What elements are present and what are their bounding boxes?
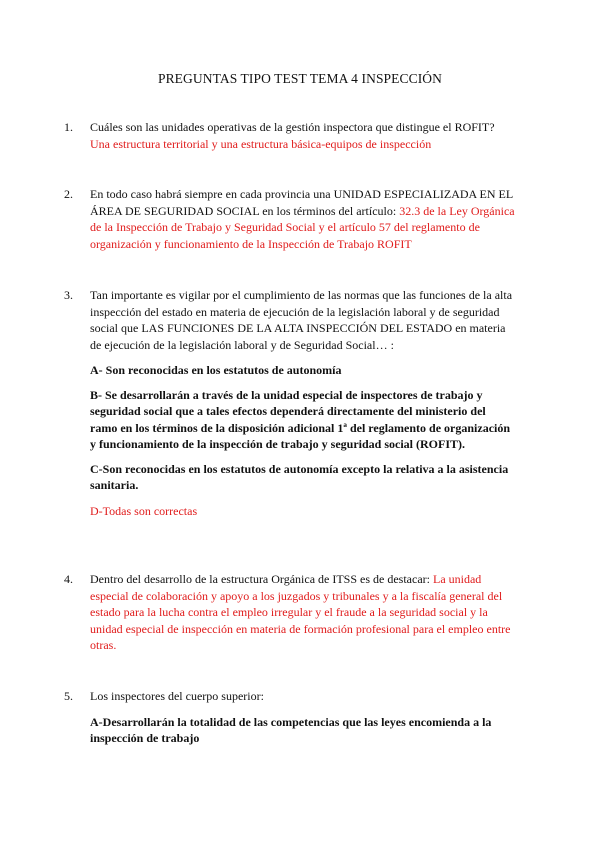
option-a: A- Son reconocidas en los estatutos de autonomía [90, 363, 342, 377]
answer-text: 32.3 de la Ley Orgánica de la Inspección de Trabajo y Seguridad Social y el artículo 57 del reglamento de organización y funcionamiento de la Inspección de Trabajo ROFIT [90, 203, 515, 251]
option-c: C-Son reconocidas en los estatutos de autonomía excepto la relativa a la asistencia sanitaria. [90, 461, 509, 492]
page-title: PREGUNTAS TIPO TEST TEMA 4 INSPECCIÓN [157, 71, 443, 86]
question-text: Cuáles son las unidades operativas de la gestión inspectora que distingue el ROFIT? [90, 120, 495, 134]
option-d-correct: D-Todas son correctas [90, 503, 198, 518]
question-1 [64, 119, 515, 152]
question-2 [64, 186, 515, 252]
question-number: 4. [64, 572, 73, 586]
answer-text: La unidad especial de colaboración y apoyo a los juzgados y tribunales y a la fiscalía general del estado para la lucha contra el empleo irregular y el fraude a la seguridad social y la unidad especial de inspección en materia de formación profesional para el empleo entre otras. [90, 572, 511, 652]
question-number: 1. [64, 120, 73, 134]
question-number: 5. [64, 689, 73, 703]
option-a: A-Desarrollarán la totalidad de las competencias que las leyes encomienda a la inspección de trabajo [90, 714, 492, 745]
answer-text: Una estructura territorial y una estructura básica-equipos de inspección [90, 136, 432, 151]
question-text: Los inspectores del cuerpo superior: [90, 689, 264, 703]
question-body [90, 571, 515, 654]
question-number: 3. [64, 288, 73, 302]
question-5 [64, 688, 515, 747]
question-4 [64, 571, 515, 654]
question-3 [64, 287, 515, 519]
question-text: Dentro del desarrollo de la estructura Orgánica de ITSS es de destacar: [90, 572, 430, 586]
option-b: B- Se desarrollarán a través de la unidad especial de inspectores de trabajo y seguridad social que a tales efectos dependerá directamente del ministerio del ramo en los términos de la disposición adicional 1ª del reglamento de organización y funcionamiento de la inspección de trabajo y seguridad social (ROFIT). [90, 387, 511, 451]
question-text: En todo caso habrá siempre en cada provincia una UNIDAD ESPECIALIZADA EN EL ÁREA DE SEGURIDAD SOCIAL en los términos del artículo: [90, 187, 513, 218]
question-number: 2. [64, 187, 73, 201]
question-body [90, 186, 515, 252]
question-text: Tan importante es vigilar por el cumplimiento de las normas que las funciones de la alta inspección del estado en materia de ejecución de la legislación laboral y de seguridad social que LAS FUNCIONES DE LA ALTA INSPECCIÓN DEL ESTADO en materia de ejecución de la legislación laboral y de Seguridad Social… : [90, 288, 513, 352]
